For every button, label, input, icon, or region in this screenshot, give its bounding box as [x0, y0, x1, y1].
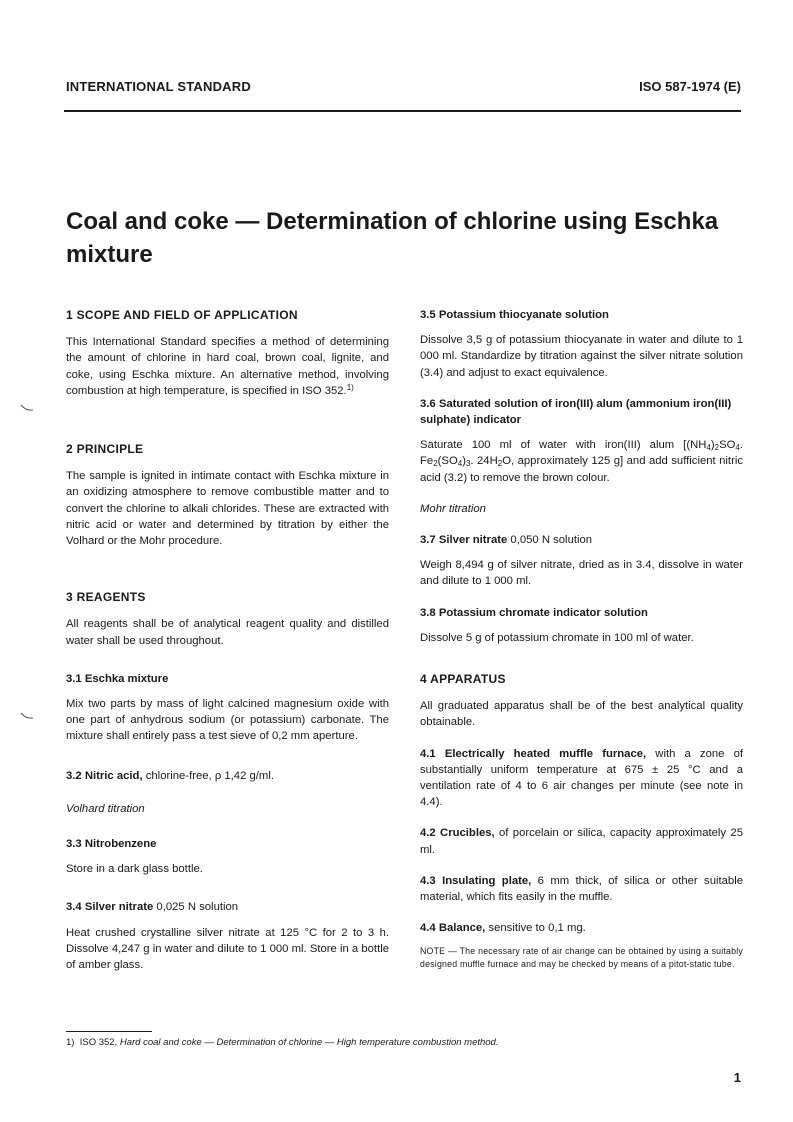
section-1-heading: 1 SCOPE AND FIELD OF APPLICATION: [66, 308, 298, 322]
section-3-7-body: Weigh 8,494 g of silver nitrate, dried as in 3.4, dissolve in water and dilute to 1 000 ml.: [420, 559, 743, 588]
section-3-8-body: Dissolve 5 g of potassium chromate in 100 ml of water.: [420, 631, 694, 644]
section-4-2-body: 4.2 Crucibles, of porcelain or silica, capacity approximately 25 ml.: [420, 827, 743, 856]
section-3-7-heading: 3.7 Silver nitrate 0,050 N solution: [420, 534, 593, 547]
note-text: NOTE — The necessary rate of air change can be obtained by using a suitably designed muffle furnace and may be checked by means of a pitot-static tube.: [420, 946, 743, 970]
section-3-4-body: Heat crushed crystalline silver nitrate at 125 °C for 2 to 3 h. Dissolve 4,247 g in water and dilute to 1 000 ml. Store in a bottle of amber glass.: [66, 926, 389, 972]
section-3-3-heading: 3.3 Nitrobenzene: [66, 838, 157, 851]
volhard-subtitle: Volhard titration: [66, 802, 145, 815]
section-3-6-heading: 3.6 Saturated solution of iron(III) alum (ammonium iron(III) sulphate) indicator: [420, 397, 732, 427]
section-3-5-body: Dissolve 3,5 g of potassium thiocyanate in water and dilute to 1 000 ml. Standardize by titration against the silver nitrate solution (3.4) and adjust to exact equivalence.: [420, 334, 743, 379]
section-4-heading: 4 APPARATUS: [420, 672, 506, 687]
section-3-4-heading: 3.4 Silver nitrate 0,025 N solution: [66, 901, 239, 914]
header-doc-number: ISO 587-1974 (E): [639, 79, 741, 94]
margin-mark-icon: [20, 712, 34, 720]
section-4-4-body: 4.4 Balance, sensitive to 0,1 mg.: [420, 922, 586, 935]
header-rule: [64, 110, 741, 112]
right-column: [420, 307, 743, 971]
section-4-1-body: 4.1 Electrically heated muffle furnace, with a zone of substantially uniform temperature at 675 ± 25 °C and a ventilation rate of 4 to 6 air changes per minute (see note in 4.4).: [420, 747, 743, 809]
mohr-subtitle: Mohr titration: [420, 502, 486, 515]
footnote: 1) ISO 352, Hard coal and coke — Determination of chlorine — High temperature combustion method.: [66, 1037, 499, 1048]
section-3-5-heading: 3.5 Potassium thiocyanate solution: [420, 309, 609, 321]
page-title: Coal and coke — Determination of chlorine using Eschka mixture: [66, 208, 719, 268]
section-3-3-body: Store in a dark glass bottle.: [66, 863, 203, 876]
left-column: [66, 307, 389, 973]
section-3-1-body: Mix two parts by mass of light calcined magnesium oxide with one part of anhydrous sodium (or potassium) carbonate. The mixture shall entirely pass a test sieve of 0,2 mm aperture.: [66, 698, 389, 743]
section-4-3-body: 4.3 Insulating plate, 6 mm thick, of silica or other suitable material, which fits easily in the muffle.: [420, 874, 743, 904]
section-1-body: This International Standard specifies a method of determining the amount of chlorine in hard coal, brown coal, lignite, and coke, using Eschka mixture. An alternative method, involving combustion at high temperature, is specified in ISO 352.$^{1)}$: [66, 336, 389, 397]
margin-mark-icon: [20, 404, 34, 412]
section-3-body: All reagents shall be of analytical reagent quality and distilled water shall be used throughout.: [66, 618, 389, 647]
footnote-rule: [66, 1031, 152, 1032]
section-3-8-heading: 3.8 Potassium chromate indicator solution: [420, 606, 648, 619]
section-2-heading: 2 PRINCIPLE: [66, 442, 144, 457]
section-3-2-heading: 3.2 Nitric acid, chlorine-free, ρ 1,42 g/ml.: [66, 769, 274, 782]
footnote-ref: 1): [346, 382, 354, 392]
section-2-body: The sample is ignited in intimate contact with Eschka mixture in an oxidizing atmosphere to remove combustible matter and to convert the chlorine to alkali chlorides. These are extracted with nitric acid or water and determined by titration by either the Volhard or the Mohr procedure.: [66, 470, 389, 548]
section-3-heading: 3 REAGENTS: [66, 590, 146, 605]
section-3-1-heading: 3.1 Eschka mixture: [66, 672, 169, 685]
header-standard-label: INTERNATIONAL STANDARD: [66, 79, 251, 94]
section-4-body: All graduated apparatus shall be of the best analytical quality obtainable.: [420, 700, 743, 729]
page-number: 1: [733, 1070, 741, 1085]
section-3-6-body: Saturate 100 ml of water with iron(III) alum [$(NH_4)_2SO_4$. $Fe_2(SO_4)_3$. $24H_2O$, approximately 125 g] and add sufficient nitric acid (3.2) to remove the brown colour.: [420, 439, 743, 484]
